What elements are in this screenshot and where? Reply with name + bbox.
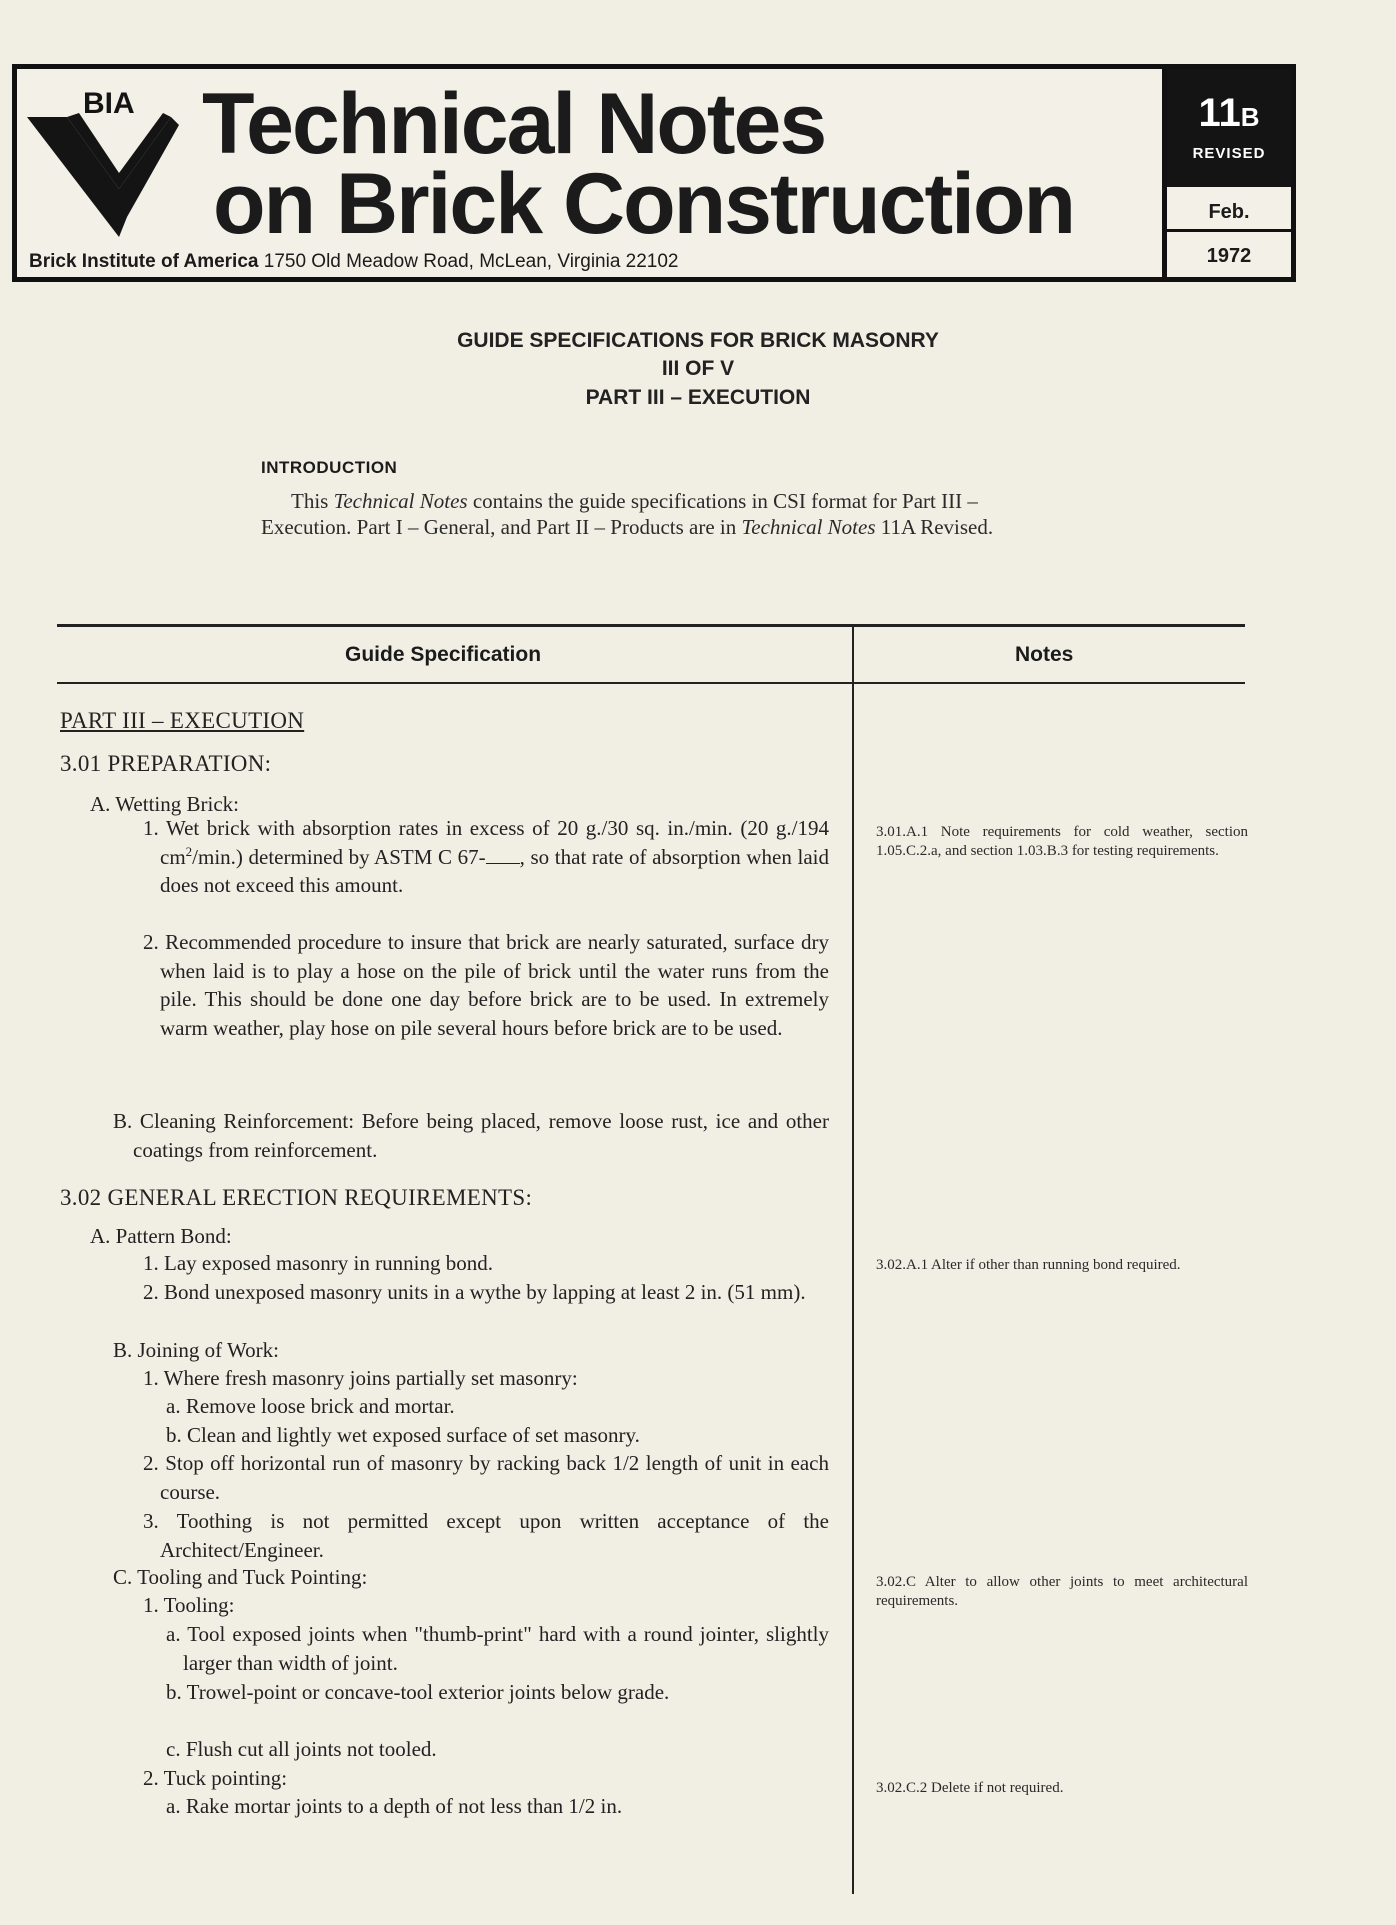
part-heading: PART III – EXECUTION <box>60 708 305 733</box>
logo-text: BIA <box>83 87 135 120</box>
item-3-02-B-2: 2. Stop off horizontal run of masonry by racking back 1/2 length of unit in each course. <box>143 1451 829 1504</box>
note-3-02-A-1: 3.02.A.1 Alter if other than running bond required. <box>876 1257 1181 1273</box>
masthead <box>12 64 1296 282</box>
item-3-02-C-1-a: a. Tool exposed joints when "thumb-print" hard with a round jointer, slightly larger than width of joint. <box>166 1622 829 1675</box>
item-3-02-C-2: 2. Tuck pointing: <box>143 1766 288 1790</box>
doc-part-title: PART III – EXECUTION <box>585 386 811 409</box>
item-3-02-C-1-c: c. Flush cut all joints not tooled. <box>166 1737 437 1761</box>
item-3-02-B: B. Joining of Work: <box>113 1338 279 1362</box>
note-3-02-C: 3.02.C Alter to allow other joints to meet architectural requirements. <box>876 1574 1248 1609</box>
item-3-02-C-2-a: a. Rake mortar joints to a depth of not less than 1/2 in. <box>166 1794 623 1818</box>
note-3-02-C-2: 3.02.C.2 Delete if not required. <box>876 1780 1064 1796</box>
column-divider <box>852 624 854 1894</box>
doc-part-count: III OF V <box>661 357 735 380</box>
doc-title: GUIDE SPECIFICATIONS FOR BRICK MASONRY <box>457 329 939 352</box>
item-3-02-A-1: 1. Lay exposed masonry in running bond. <box>143 1251 493 1275</box>
item-3-01-B: B. Cleaning Reinforcement: Before being placed, remove loose rust, ice and other coatings from reinforcement. <box>113 1109 829 1162</box>
note-3-01-A-1: 3.01.A.1 Note requirements for cold weather, section 1.05.C.2.a, and section 1.03.B.3 for testing requirements. <box>876 824 1248 859</box>
item-3-02-B-1: 1. Where fresh masonry joins partially set masonry: <box>143 1366 578 1390</box>
table-top-rule <box>57 624 1245 627</box>
item-3-02-C-1-b: b. Trowel-point or concave-tool exterior joints below grade. <box>166 1680 670 1704</box>
issue-year: 1972 <box>1206 245 1252 267</box>
issue-box <box>1162 69 1291 277</box>
item-3-01-A: A. Wetting Brick: <box>90 792 239 816</box>
item-3-02-B-1-b: b. Clean and lightly wet exposed surface of set masonry. <box>166 1423 640 1447</box>
title-line-1: Technical Notes <box>202 76 826 172</box>
issue-number: 11B <box>1198 91 1260 135</box>
col-header-spec: Guide Specification <box>345 643 542 666</box>
org-name: Brick Institute of America <box>29 251 259 272</box>
item-3-02-C: C. Tooling and Tuck Pointing: <box>113 1565 368 1589</box>
item-3-01-A-1: 1. Wet brick with absorption rates in excess of 20 g./30 sq. in./min. (20 g./194 $cm^2/\min$.) determined by ASTM C 67- , so that rate of absorption when laid does not exceed this amount. <box>143 816 829 897</box>
item-3-02-C-1: 1. Tooling: <box>143 1593 235 1617</box>
issue-month: Feb. <box>1208 201 1250 223</box>
address-text: 1750 Old Meadow Road, McLean, Virginia 22102 <box>263 251 679 272</box>
section-3-01: 3.01 PREPARATION: <box>60 751 272 776</box>
astm-year-blank <box>486 849 520 864</box>
intro-paragraph: This Technical Notes contains the guide specifications in CSI format for Part III – Execution. Part I – General, and Part II – Products are in Technical Notes 11A Revised. <box>261 489 994 539</box>
issue-badge <box>1167 69 1291 187</box>
title-line-2: on Brick Construction <box>213 156 1075 252</box>
item-3-01-A-2: 2. Recommended procedure to insure that brick are nearly saturated, surface dry when laid is to play a hose on the pile of brick until the water runs from the pile. This should be done one day before brick are to be used. In extremely warm weather, play hose on pile several hours before brick are to be used. <box>143 930 829 1040</box>
address <box>29 251 679 273</box>
issue-divider <box>1167 229 1291 232</box>
item-3-02-A-2: 2. Bond unexposed masonry units in a wythe by lapping at least 2 in. (51 mm). <box>143 1280 806 1304</box>
item-3-02-A: A. Pattern Bond: <box>90 1224 232 1248</box>
item-3-02-B-1-a: a. Remove loose brick and mortar. <box>166 1394 455 1418</box>
col-header-notes: Notes <box>1015 643 1074 666</box>
issue-status: REVISED <box>1192 145 1266 162</box>
intro-heading: INTRODUCTION <box>261 458 398 477</box>
item-3-02-B-3: 3. Toothing is not permitted except upon written acceptance of the Architect/Engineer. <box>143 1509 829 1562</box>
section-3-02: 3.02 GENERAL ERECTION REQUIREMENTS: <box>60 1185 533 1210</box>
bia-logo <box>23 77 183 242</box>
table-head-rule <box>57 682 1245 684</box>
